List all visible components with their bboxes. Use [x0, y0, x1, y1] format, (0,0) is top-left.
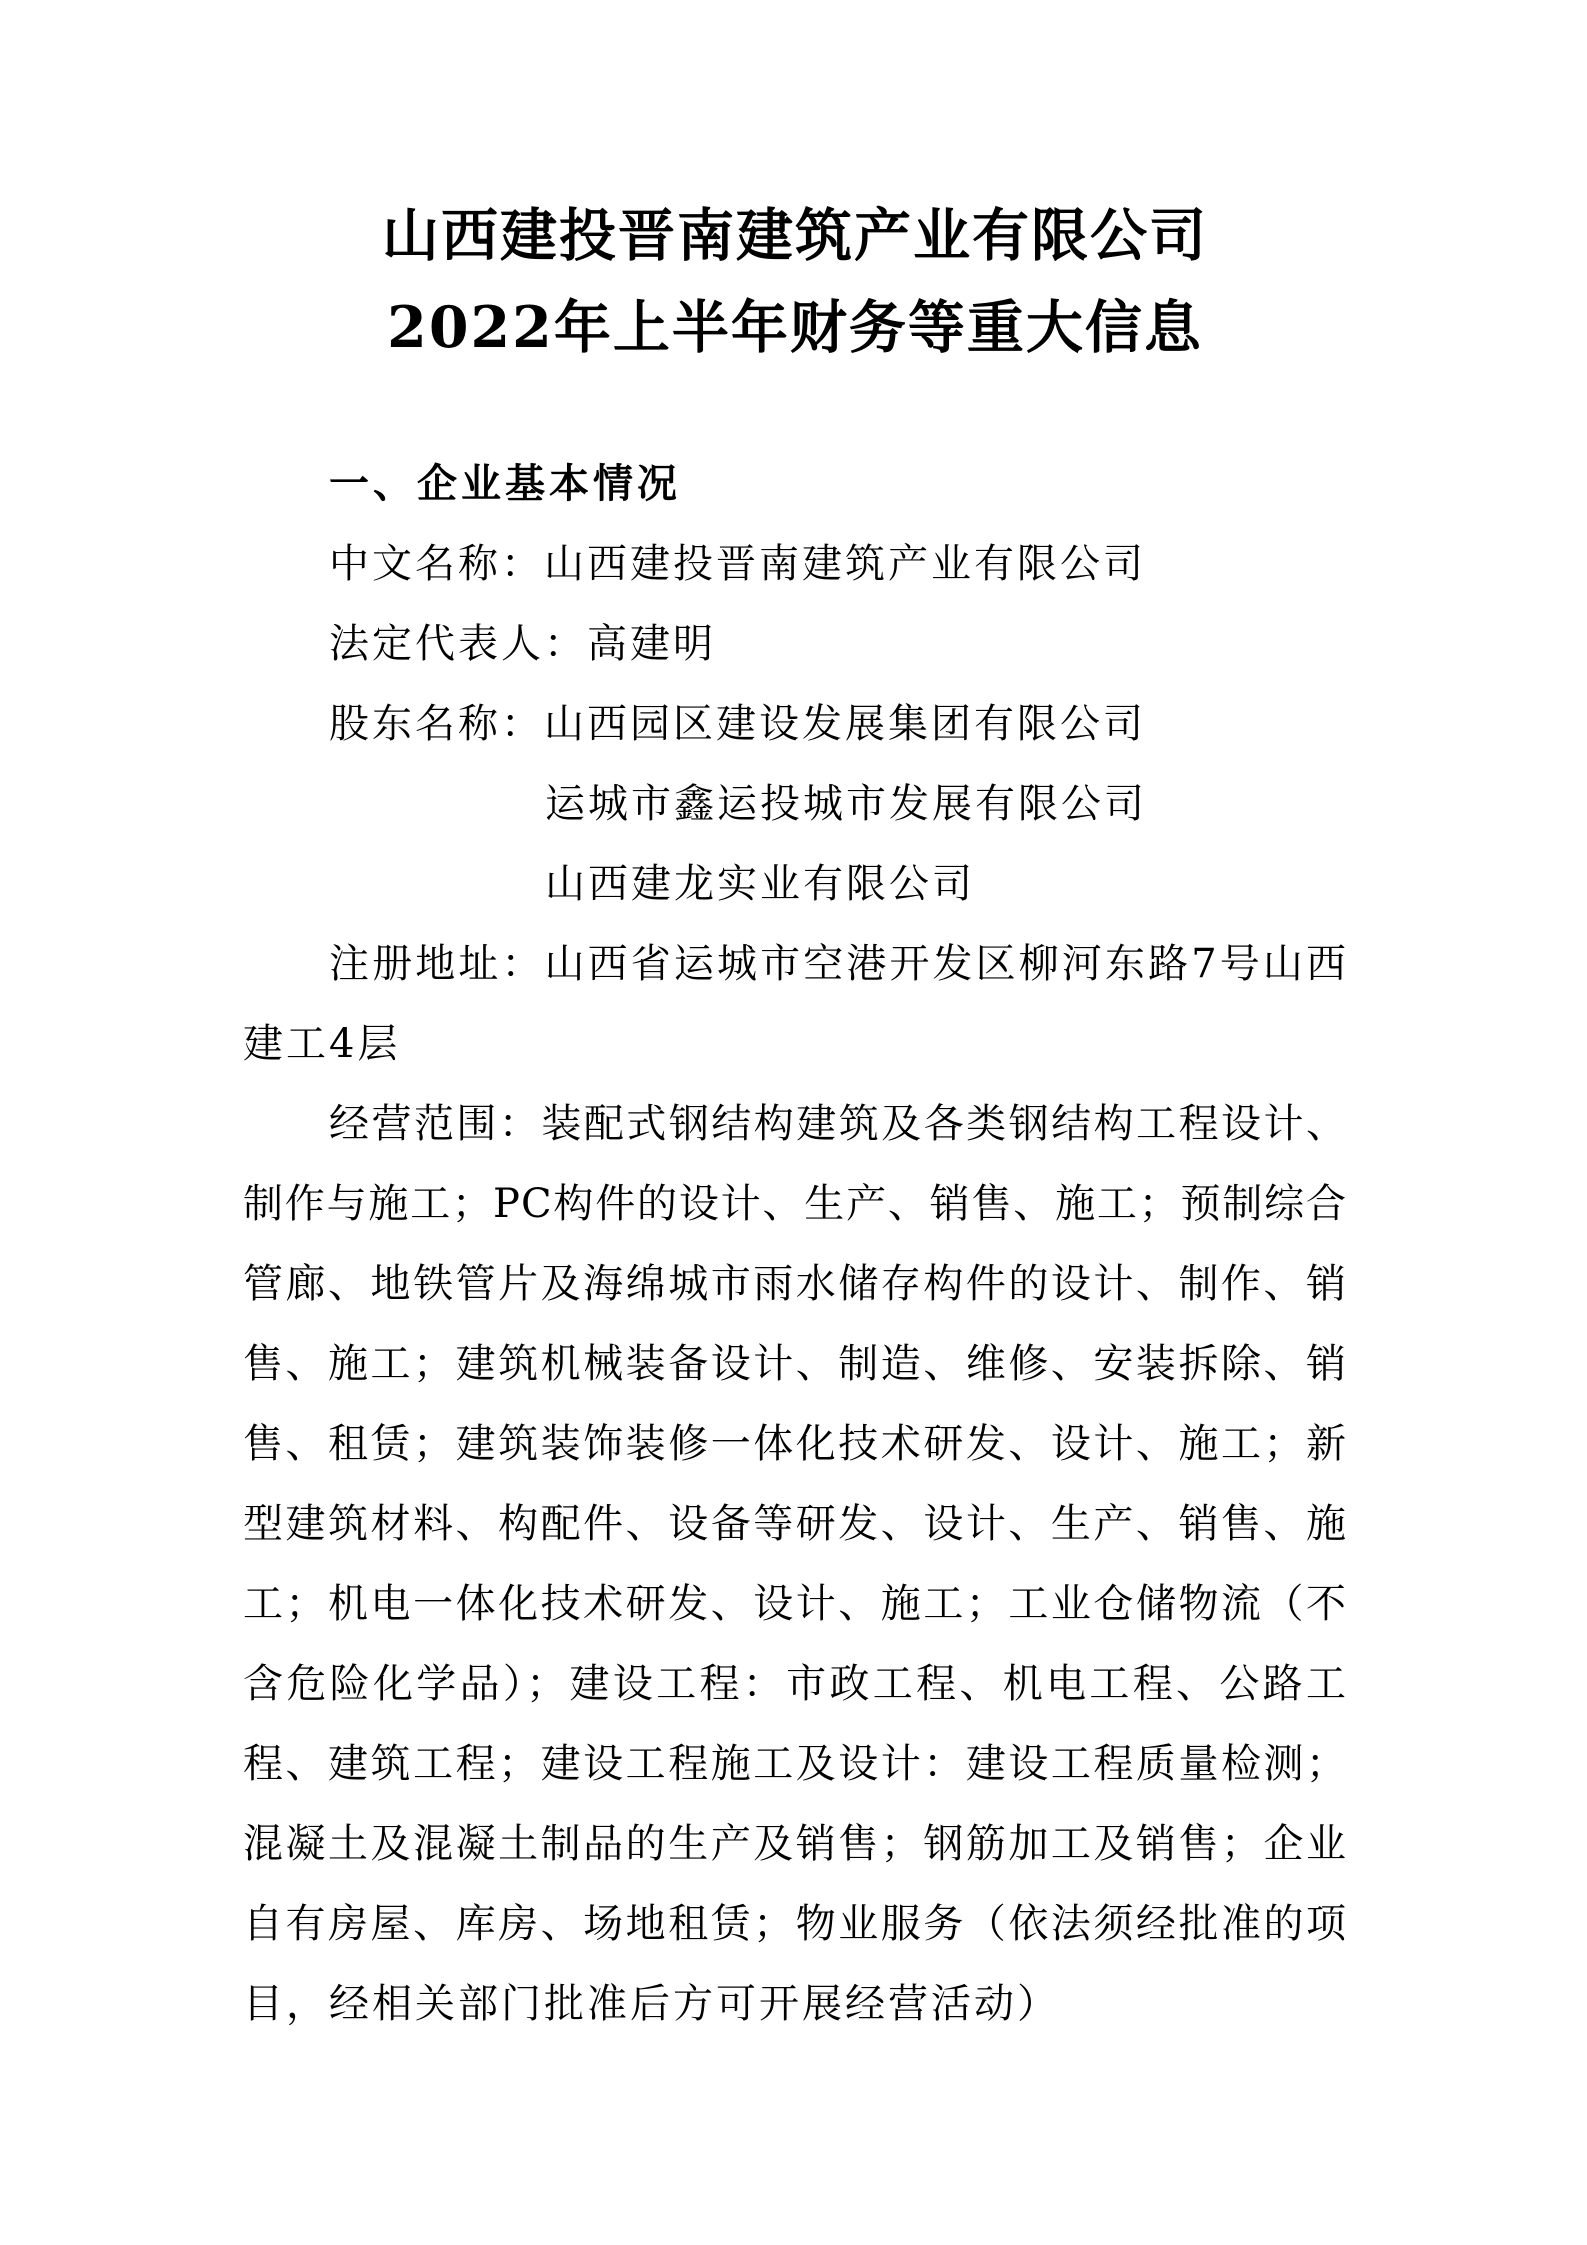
- body-line-scope-2: 制作与施工；PC构件的设计、生产、销售、施工；预制综合: [243, 1181, 1347, 1227]
- document-title-line-2: 2022年上半年财务等重大信息: [387, 294, 1203, 361]
- body-line-scope-4: 售、施工；建筑机械装备设计、制造、维修、安装拆除、销: [243, 1341, 1347, 1387]
- body-line-scope-9: 程、建筑工程；建设工程施工及设计：建设工程质量检测；: [243, 1741, 1347, 1787]
- body-line-scope-8: 含危险化学品）；建设工程：市政工程、机电工程、公路工: [243, 1661, 1347, 1707]
- body-line-scope-3: 管廊、地铁管片及海绵城市雨水储存构件的设计、制作、销: [243, 1261, 1347, 1307]
- body-line-address-2: 建工4层: [243, 1021, 401, 1067]
- body-line-scope-7: 工；机电一体化技术研发、设计、施工；工业仓储物流（不: [243, 1581, 1347, 1627]
- body-line-shareholder-3: 山西建龙实业有限公司: [545, 861, 975, 907]
- body-line-shareholder-2: 运城市鑫运投城市发展有限公司: [545, 781, 1147, 827]
- body-line-scope-12: 目，经相关部门批准后方可开展经营活动）: [243, 1981, 1060, 2027]
- body-line-address-1: 注册地址：山西省运城市空港开发区柳河东路7号山西: [329, 941, 1347, 987]
- document-title-line-1: 山西建投晋南建筑产业有限公司: [382, 202, 1208, 269]
- body-line-legal-rep: 法定代表人：高建明: [329, 621, 716, 667]
- body-line-scope-6: 型建筑材料、构配件、设备等研发、设计、生产、销售、施: [243, 1501, 1347, 1547]
- body-line-shareholder-1: 股东名称：山西园区建设发展集团有限公司: [329, 701, 1146, 747]
- body-line-scope-1: 经营范围：装配式钢结构建筑及各类钢结构工程设计、: [329, 1101, 1347, 1147]
- body-line-chinese-name: 中文名称：山西建投晋南建筑产业有限公司: [329, 541, 1146, 587]
- body-line-scope-11: 自有房屋、库房、场地租赁；物业服务（依法须经批准的项: [243, 1901, 1347, 1947]
- section-heading: 一、企业基本情况: [329, 460, 681, 507]
- body-line-scope-10: 混凝土及混凝土制品的生产及销售；钢筋加工及销售；企业: [243, 1821, 1347, 1867]
- body-line-scope-5: 售、租赁；建筑装饰装修一体化技术研发、设计、施工；新: [243, 1421, 1347, 1467]
